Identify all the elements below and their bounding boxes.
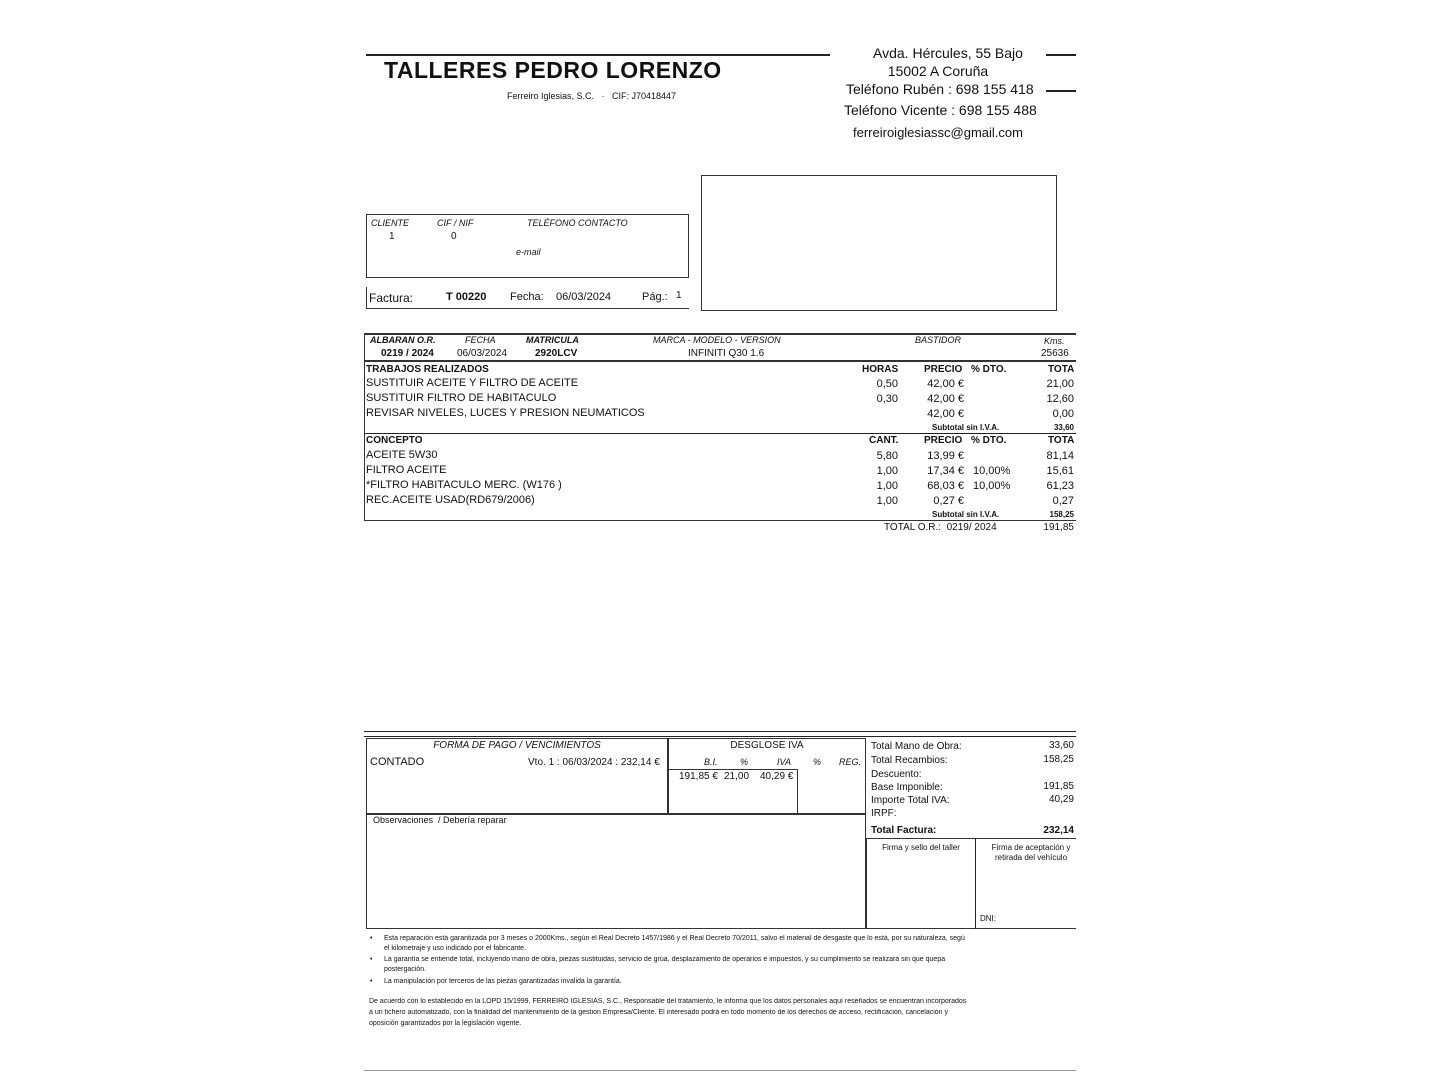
discount-label: Descuento: (871, 769, 922, 780)
work-hours: 0,50 (876, 378, 898, 390)
works-subtotal-label: Subtotal sin I.V.A. (932, 423, 1000, 432)
parts-subtotal-value: 158,25 (1049, 510, 1074, 519)
warranty-note-1: Esta reparación está garantizada por 3 meses o 2000Kms., según el Real Decreto 1457/1986 y el Real Decreto 70/2011, salvo el material de desgaste que lo está, por su naturaleza, segú (384, 935, 965, 942)
invoice-date: 06/03/2024 (556, 291, 612, 303)
works-price-header: PRECIO (924, 364, 963, 375)
date-label: Fecha: (510, 291, 544, 303)
client-label: CLIENTE (371, 218, 410, 228)
company-legal: Ferreiro Iglesias, S.C. · CIF: J70418447 (507, 91, 677, 101)
parts-discount-header: % DTO. (971, 435, 1007, 446)
client-signature-label-2: retirada del vehículo (994, 853, 1068, 862)
warranty-bullet: • (370, 956, 373, 963)
phone-vicente: Teléfono Vicente : 698 155 488 (844, 102, 1037, 118)
vat-pct2-header: % (813, 757, 822, 767)
parts-price-header: PRECIO (924, 435, 963, 446)
vat-iva-header: IVA (777, 757, 792, 767)
observations-text: Observaciones / Debería reparar (373, 815, 507, 825)
footer-bottom-rule (364, 1070, 1076, 1071)
vat-bi-value: 191,85 € (679, 771, 718, 782)
tax-base-label: Base Imponible: (871, 782, 943, 793)
part-total: 81,14 (1046, 450, 1074, 462)
part-description: ACEITE 5W30 (366, 449, 438, 461)
bottom-top-rule-1 (364, 731, 1076, 732)
cif-label: CIF / NIF (437, 218, 474, 228)
bottom-top-rule-2 (364, 736, 1076, 737)
invoice-label: Factura: (369, 291, 414, 305)
part-price: 0,27 € (933, 495, 964, 507)
lopd-line-3: oposición garantizados por la legislación vigente. (369, 1020, 522, 1027)
parts-total-header: TOTA (1048, 435, 1075, 446)
part-description: FILTRO ACEITE (366, 464, 447, 476)
part-total: 0,27 (1052, 495, 1074, 507)
vat-bi-header: B.I. (704, 757, 718, 767)
work-hours: 0,30 (876, 393, 898, 405)
work-price: 42,00 € (927, 378, 964, 390)
dni-label: DNI: (980, 914, 996, 923)
header-top-rule (366, 54, 830, 56)
total-parts-label: Total Recambios: (871, 755, 948, 766)
part-quantity: 5,80 (876, 450, 898, 462)
parts-title: CONCEPTO (366, 435, 423, 446)
company-name: TALLERES PEDRO LORENZO (384, 57, 722, 83)
total-labour-label: Total Mano de Obra: (871, 741, 962, 752)
work-total: 21,00 (1046, 378, 1074, 390)
header-right-rule-1 (1046, 54, 1076, 56)
albaran-header: ALBARAN O.R. (370, 335, 436, 345)
part-discount: 10,00% (973, 480, 1011, 492)
part-quantity: 1,00 (876, 495, 898, 507)
warranty-note-2b: postergación. (384, 966, 427, 973)
payment-title: FORMA DE PAGO / VENCIMIENTOS (433, 740, 601, 751)
page-label: Pág.: (642, 291, 668, 303)
lopd-line-1: De acuerdo con lo establecido en la LOPD 15/1999, FERREIRO IGLESIAS, S.C., Responsable del tratamiento, le informa que los datos personales aquí reseñados se encuentran incorporados (369, 998, 967, 1005)
part-description: REC.ACEITE USAD(RD679/2006) (366, 494, 535, 506)
works-hours-header: HORAS (862, 364, 899, 375)
vat-total-label: Importe Total IVA: (871, 795, 950, 806)
invoice-total-value: 232,14 (1043, 825, 1074, 836)
total-or-label: TOTAL O.R.: 0219/ 2024 (884, 522, 997, 533)
warranty-note-2: La garantía se entiende total, incluyendo mano de obra, piezas sustituidas, servicio de grúa, desplazamiento de operarios e impuestos, y su cumplimiento se realizará sin que quepa (384, 956, 946, 963)
cif-value: 0 (451, 231, 457, 242)
work-description: SUSTITUIR FILTRO DE HABITACULO (366, 392, 557, 404)
work-description: REVISAR NIVELES, LUCES Y PRESION NEUMATICOS (366, 407, 645, 419)
client-value: 1 (389, 231, 395, 242)
part-quantity: 1,00 (876, 480, 898, 492)
fecha-value: 06/03/2024 (457, 348, 508, 359)
company-email: ferreiroiglesiassc@gmail.com (853, 125, 1023, 140)
invoice-total-label: Total Factura: (871, 825, 937, 836)
lopd-line-2: a un fichero automatizado, con la finalidad del mantenimiento de la gestion Empresa/Cliente. El interesado podrá en todo momento de los derechos de acceso, rectificación, cancelación y (369, 1009, 949, 1016)
warranty-bullet: • (370, 935, 373, 942)
part-description: *FILTRO HABITACULO MERC. (W176 ) (366, 479, 562, 491)
total-labour-value: 33,60 (1048, 740, 1074, 751)
total-parts-value: 158,25 (1043, 754, 1074, 765)
part-total: 61,23 (1046, 480, 1074, 492)
warranty-note-1b: el kilometraje y uso indicado por el fabricante. (384, 945, 527, 952)
marca-value: INFINITI Q30 1.6 (688, 348, 765, 359)
work-total: 12,60 (1046, 393, 1074, 405)
observations-box (366, 814, 866, 929)
workshop-signature-label: Firma y sello del taller (882, 843, 960, 852)
part-quantity: 1,00 (876, 465, 898, 477)
vat-pct-value: 21,00 (724, 771, 750, 782)
vat-title: DESGLOSE IVA (730, 740, 804, 751)
email-label: e-mail (516, 247, 541, 257)
header-right-rule-2 (1046, 90, 1076, 92)
vat-reg-header: REG. (839, 757, 862, 767)
marca-header: MARCA - MODELO - VERSION (653, 335, 781, 345)
vat-pct-header: % (740, 757, 749, 767)
vat-iva-value: 40,29 € (760, 771, 794, 782)
parts-subtotal-label: Subtotal sin I.V.A. (932, 510, 1000, 519)
kms-header: Kms. (1044, 336, 1065, 346)
works-divider (364, 433, 1076, 434)
kms-value: 25636 (1041, 348, 1069, 359)
warranty-bullet: • (370, 978, 373, 985)
vat-total-value: 40,29 (1048, 794, 1074, 805)
client-signature-label-1: Firma de aceptación y (991, 843, 1071, 852)
works-total-header: TOTA (1048, 364, 1075, 375)
part-price: 68,03 € (927, 480, 964, 492)
work-description: SUSTITUIR ACEITE Y FILTRO DE ACEITE (366, 377, 579, 389)
irpf-label: IRPF: (871, 808, 897, 819)
page-number: 1 (676, 290, 682, 301)
parts-qty-header: CANT. (869, 435, 899, 446)
part-price: 13,99 € (927, 450, 964, 462)
address-line1: Avda. Hércules, 55 Bajo (873, 45, 1023, 61)
part-total: 15,61 (1046, 465, 1074, 477)
part-discount: 10,00% (973, 465, 1011, 477)
albaran-value: 0219 / 2024 (381, 348, 434, 359)
work-price: 42,00 € (927, 393, 964, 405)
works-subtotal-value: 33,60 (1053, 423, 1074, 432)
works-title: TRABAJOS REALIZADOS (366, 364, 489, 375)
bastidor-header: BASTIDOR (915, 335, 962, 345)
invoice-number: T 00220 (446, 291, 487, 303)
fecha-header: FECHA (465, 335, 496, 345)
part-price: 17,34 € (927, 465, 964, 477)
payment-method: CONTADO (370, 756, 425, 768)
phone-label: TELÉFONO CONTACTO (527, 218, 628, 228)
work-price: 42,00 € (927, 408, 964, 420)
work-total: 0,00 (1052, 408, 1074, 420)
tax-base-value: 191,85 (1043, 781, 1074, 792)
address-window (701, 175, 1057, 311)
address-line2: 15002 A Coruña (887, 63, 989, 79)
warranty-note-3: La manipulación por terceros de las piezas garantizadas invalida la garantía. (384, 978, 622, 985)
phone-ruben: Teléfono Rubén : 698 155 418 (846, 81, 1034, 97)
works-discount-header: % DTO. (971, 364, 1007, 375)
matricula-value: 2920LCV (535, 348, 578, 359)
total-or-value: 191,85 (1043, 522, 1074, 533)
matricula-header: MATRICULA (526, 335, 579, 345)
payment-due: Vto. 1 : 06/03/2024 : 232,14 € (528, 757, 660, 768)
